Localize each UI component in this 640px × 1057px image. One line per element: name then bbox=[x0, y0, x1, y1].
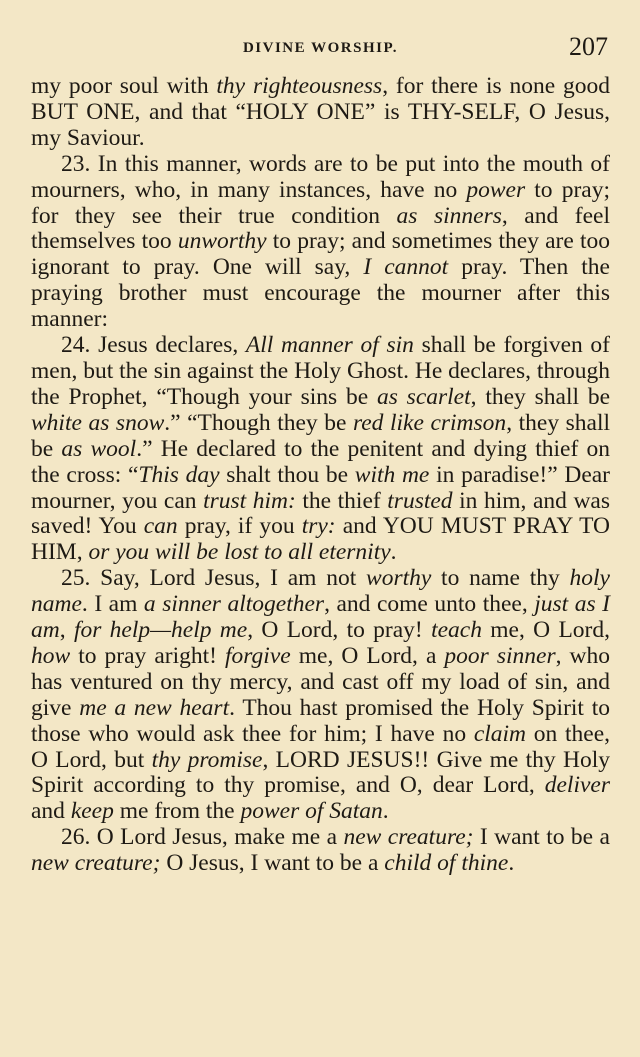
text-run: and bbox=[31, 798, 71, 825]
italic-text: worthy bbox=[366, 565, 432, 592]
italic-text: keep bbox=[70, 798, 114, 825]
paragraph bbox=[31, 566, 610, 825]
italic-text: trusted bbox=[387, 487, 453, 514]
text-run: , for there is none good BUT ONE, and that “HOLY ONE” is THY-SELF, O Jesus, my Saviour. bbox=[31, 73, 610, 151]
italic-text: trust him: bbox=[203, 487, 296, 514]
italic-text: thy righteousness bbox=[216, 73, 383, 99]
italic-text: claim bbox=[473, 720, 527, 747]
italic-text: for help—help me bbox=[73, 617, 248, 644]
text-run: , LORD JESUS!! Give me thy Holy Spirit according to thy promise, and O, dear Lord, bbox=[31, 746, 611, 799]
italic-text: red like crimson bbox=[352, 409, 507, 436]
italic-text: new creature; bbox=[343, 824, 474, 851]
paragraph bbox=[31, 825, 610, 877]
italic-text: This day bbox=[138, 461, 220, 488]
italic-text: All manner of sin bbox=[245, 332, 414, 359]
text-run: . I am bbox=[81, 591, 144, 618]
italic-text: or you will be lost to all eternity bbox=[88, 539, 391, 566]
paragraph bbox=[31, 152, 610, 333]
italic-text: as wool bbox=[61, 435, 137, 462]
text-run: .” He declared to the penitent and dying thief on the cross: “ bbox=[31, 435, 610, 488]
italic-text: forgive bbox=[225, 642, 291, 669]
text-run: . bbox=[382, 798, 389, 825]
text-run: my poor soul with bbox=[31, 73, 217, 99]
italic-text: unworthy bbox=[177, 228, 267, 255]
italic-text: how bbox=[31, 642, 71, 669]
paragraph bbox=[31, 74, 610, 152]
text-run: pray. Then the praying brother must encourage the mourner after this manner: bbox=[31, 254, 610, 333]
text-run: . bbox=[390, 539, 397, 566]
text-run: and YOU MUST PRAY TO HIM, bbox=[31, 513, 610, 566]
text-run: , and come unto thee, bbox=[324, 591, 535, 618]
text-run: O Jesus, I want to be a bbox=[160, 850, 385, 877]
text-run: pray, if you bbox=[177, 513, 302, 540]
italic-text: holy name bbox=[31, 565, 610, 618]
text-run: to pray aright! bbox=[70, 642, 225, 669]
italic-text: power bbox=[466, 176, 526, 203]
text-run: in him, and was saved! You bbox=[31, 487, 610, 540]
text-run: , bbox=[59, 617, 74, 644]
italic-text: can bbox=[143, 513, 178, 540]
text-run: to name thy bbox=[431, 565, 570, 592]
text-run: to pray; for they see their true condition bbox=[31, 176, 610, 229]
text-run: 24. Jesus declares, bbox=[61, 332, 246, 359]
text-run: 25. Say, Lord Jesus, I am not bbox=[61, 565, 367, 592]
text-run: 23. In this manner, words are to be put into the mouth of mourners, who, in many instances, have no bbox=[31, 150, 610, 203]
italic-text: with me bbox=[354, 461, 430, 488]
running-head: DIVINE WORSHIP. bbox=[242, 40, 399, 56]
text-run: , who has ventured on thy mercy, and cast off my load of sin, and give bbox=[31, 642, 610, 721]
text-run: to pray; and sometimes they are too ignorant to pray. One will say, bbox=[31, 228, 611, 281]
text-run: on thee, O Lord, but bbox=[31, 720, 611, 773]
text-run: the thief bbox=[295, 487, 388, 514]
text-run: , O Lord, to pray! bbox=[247, 617, 432, 644]
italic-text: just as I am bbox=[31, 591, 610, 644]
text-run: shall be forgiven of men, but the sin against the Holy Ghost. He declares, through the Prophet, “Though your sins be bbox=[31, 332, 611, 410]
italic-text: child of thine bbox=[384, 850, 509, 877]
text-run: I want to be a bbox=[473, 824, 610, 851]
text-run: , they shall be bbox=[31, 409, 611, 462]
text-run: 26. O Lord Jesus, make me a bbox=[61, 824, 344, 851]
italic-text: thy promise bbox=[151, 746, 263, 773]
text-run: . Thou hast promised the Holy Spirit to those who would ask thee for him; I have no bbox=[31, 694, 610, 747]
page-header bbox=[31, 30, 610, 70]
text-run: me from the bbox=[113, 798, 241, 825]
page-number: 207 bbox=[569, 32, 608, 61]
text-run: me, O Lord, bbox=[481, 617, 611, 644]
body-text bbox=[31, 74, 610, 877]
text-run: .” “Though they be bbox=[164, 409, 353, 436]
italic-text: as scarlet bbox=[376, 383, 471, 410]
italic-text: as sinners bbox=[396, 202, 502, 229]
italic-text: deliver bbox=[544, 772, 610, 799]
italic-text: a sinner altogether bbox=[143, 591, 325, 618]
text-run: , they shall be bbox=[470, 383, 611, 410]
italic-text: try: bbox=[301, 513, 336, 540]
text-run: me, O Lord, a bbox=[290, 642, 445, 669]
italic-text: I cannot bbox=[363, 254, 449, 281]
italic-text: poor sinner bbox=[444, 642, 556, 669]
italic-text: me a new heart bbox=[79, 694, 230, 721]
text-run: , and feel themselves too bbox=[31, 202, 610, 255]
italic-text: power of Satan bbox=[240, 798, 383, 825]
paragraph bbox=[31, 333, 610, 566]
text-run: . bbox=[508, 850, 515, 877]
italic-text: teach bbox=[431, 617, 482, 644]
italic-text: new creature; bbox=[31, 850, 161, 877]
text-run: shalt thou be bbox=[219, 461, 355, 488]
italic-text: white as snow bbox=[31, 409, 165, 436]
text-run: in paradise!” Dear mourner, you can bbox=[31, 461, 611, 514]
